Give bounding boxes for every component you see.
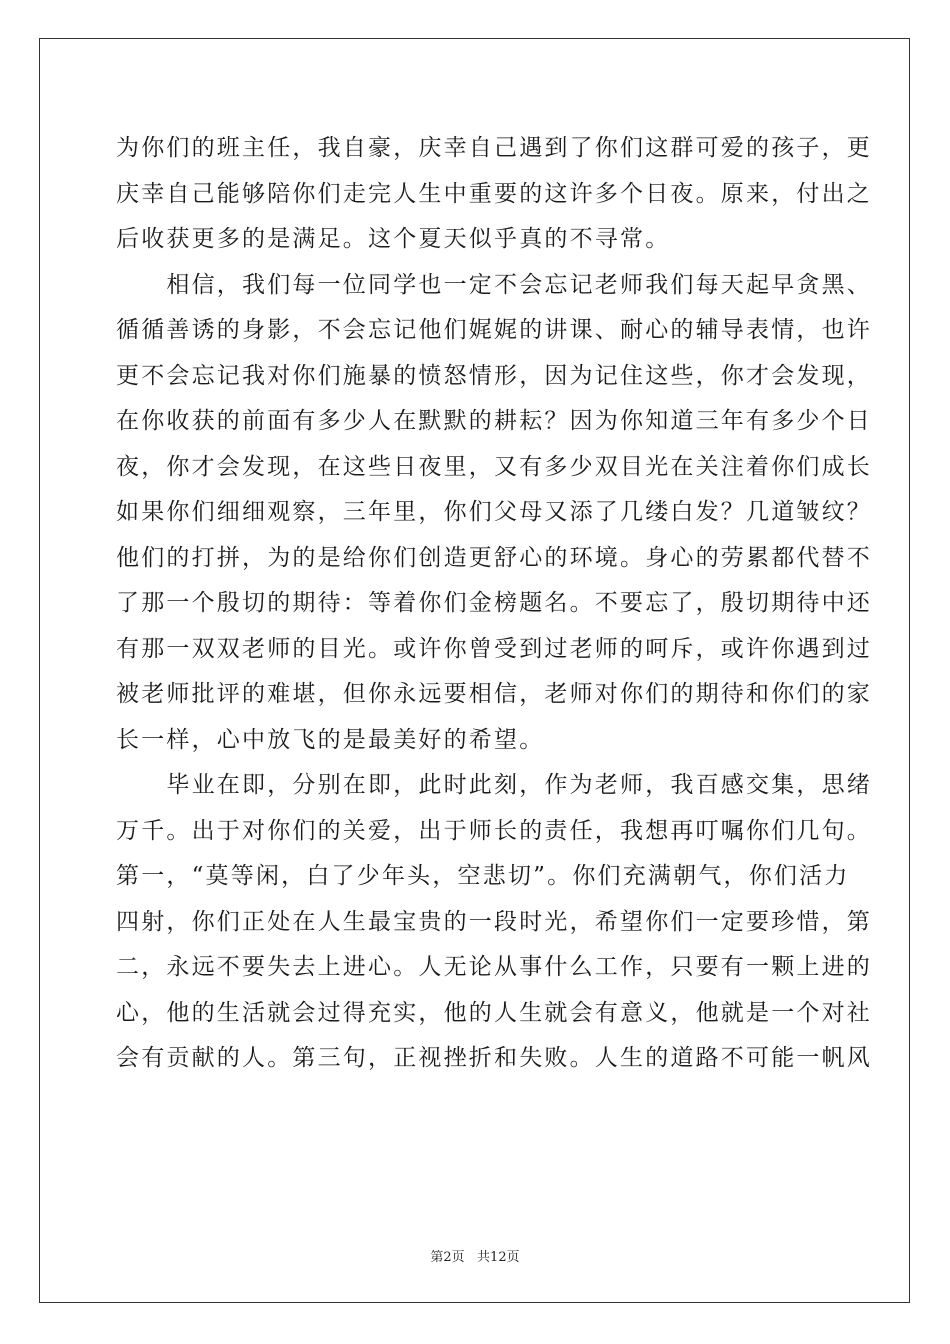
text-line: 他们的打拼，为的是给你们创造更舒心的环境。身心的劳累都代替不	[116, 544, 872, 571]
text-line: 更不会忘记我对你们施暴的愤怒情形，因为记住这些，你才会发现，	[116, 362, 872, 389]
text-line: 在你收获的前面有多少人在默默的耕耘？因为你知道三年有多少个日	[116, 408, 872, 434]
text-line: 被老师批评的难堪，但你永远要相信，老师对你们的期待和你们的家	[116, 681, 872, 707]
text-line: 有那一双双老师的目光。或许你曾受到过老师的呵斥，或许你遇到过	[116, 635, 872, 662]
text-line: 夜，你才会发现，在这些日夜里，又有多少双目光在关注着你们成长	[116, 453, 872, 480]
text-line: 相信，我们每一位同学也一定不会忘记老师我们每天起早贪黑、	[116, 271, 872, 298]
page-number: 第2页 共12页	[430, 1250, 520, 1265]
text-line: 循循善诱的身影，不会忘记他们娓娓的讲课、耐心的辅导表情，也许	[116, 317, 872, 343]
text-line: 二，永远不要失去上进心。人无论从事什么工作，只要有一颗上进的	[116, 954, 872, 980]
text-line: 后收获更多的是满足。这个夏天似乎真的不寻常。	[116, 226, 671, 252]
text-line: 第一，“莫等闲，白了少年头，空悲切”。你们充满朝气，你们活力	[116, 863, 850, 889]
text-line: 了那一个殷切的期待：等着你们金榜题名。不要忘了，殷切期待中还	[116, 590, 872, 616]
text-line: 会有贡献的人。第三句，正视挫折和失败。人生的道路不可能一帆风	[116, 1045, 872, 1071]
text-line: 如果你们细细观察，三年里，你们父母又添了几缕白发？几道皱纹？	[116, 499, 872, 525]
text-line: 为你们的班主任，我自豪，庆幸自己遇到了你们这群可爱的孩子，更	[116, 135, 872, 161]
text-line: 庆幸自己能够陪你们走完人生中重要的这许多个日夜。原来，付出之	[116, 180, 872, 207]
text-line: 四射，你们正处在人生最宝贵的一段时光，希望你们一定要珍惜，第	[116, 908, 872, 935]
text-line: 长一样，心中放飞的是最美好的希望。	[116, 726, 545, 753]
text-line: 毕业在即，分别在即，此时此刻，作为老师，我百感交集，思绪	[116, 772, 872, 798]
text-line: 万千。出于对你们的关爱，出于师长的责任，我想再叮嘱你们几句。	[116, 817, 872, 844]
document-body	[116, 126, 872, 1082]
text-line: 心，他的生活就会过得充实，他的人生就会有意义，他就是一个对社	[116, 999, 872, 1026]
